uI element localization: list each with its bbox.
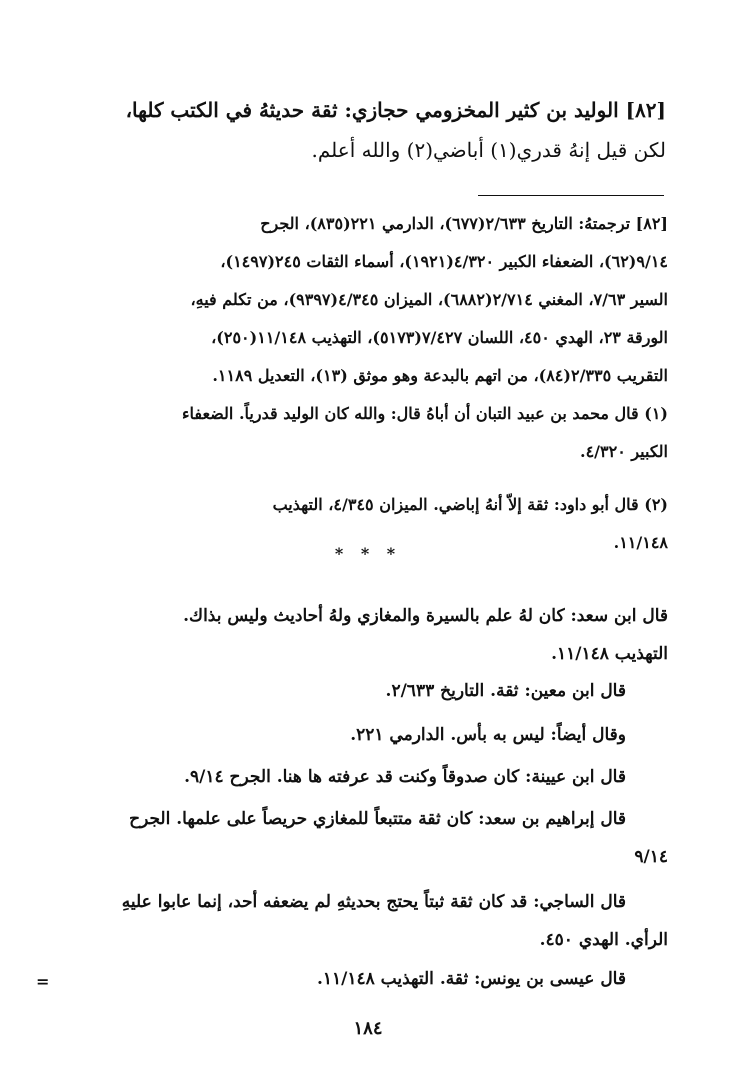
references-block [68, 205, 668, 395]
paragraph-line: الرأي. الهدي ٤٥٠. [539, 930, 668, 950]
paragraph-ibrahim-ibn-saad [68, 800, 668, 876]
reference-line: [٨٢] ترجمتهُ: التاريخ ٢/٦٣٣(٦٧٧)، الدارمي ٢٢١(٨٣٥)، الجرح [260, 214, 668, 233]
page-number: ١٨٤ [353, 1018, 383, 1039]
footnote-1 [68, 395, 668, 471]
paragraph-isa-ibn-yunus [68, 960, 668, 998]
paragraph-line: ٩/١٤ [634, 847, 668, 867]
footnote-line: ١١/١٤٨. [613, 533, 668, 552]
paragraph-line: قال إبراهيم بن سعد: كان ثقة متتبعاً للمغازي حريصاً على علمها. الجرح [129, 809, 626, 829]
paragraph-line: قال ابن معين: ثقة. التاريخ ٢/٦٣٣. [385, 681, 626, 701]
paragraph-ibn-maeen [68, 672, 668, 710]
entry-heading [70, 90, 666, 170]
continuation-mark: = [36, 972, 50, 991]
paragraph-ibn-saad [68, 597, 668, 673]
paragraph-line: التهذيب ١١/١٤٨. [551, 644, 668, 664]
footnote-divider [478, 195, 664, 196]
entry-line-2: لكن قيل إنهُ قدري(١) أباضي(٢) والله أعلم. [311, 138, 666, 162]
reference-line: ٩/١٤(٦٢)، الضعفاء الكبير ٤/٣٢٠(١٩٢١)، أسماء الثقات ٢٤٥(١٤٩٧)، [220, 252, 668, 271]
footnote-line: الكبير ٤/٣٢٠. [579, 442, 668, 461]
paragraph-also [68, 716, 668, 754]
entry-line-1: [٨٢] الوليد بن كثير المخزومي حجازي: ثقة حديثهُ في الكتب كلها، [125, 98, 666, 122]
paragraph-ibn-uyaynah [68, 758, 668, 796]
paragraph-line: قال عيسى بن يونس: ثقة. التهذيب ١١/١٤٨. [316, 969, 626, 989]
reference-line: السير ٧/٦٣، المغني ٢/٧١٤(٦٨٨٢)، الميزان ٤/٣٤٥(٩٣٩٧)، من تكلم فيهِ، [190, 290, 668, 309]
reference-line: الورقة ٢٣، الهدي ٤٥٠، اللسان ٧/٤٢٧(٥١٧٣)، التهذيب ١١/١٤٨(٢٥٠)، [211, 328, 668, 347]
reference-line: التقريب ٢/٣٣٥(٨٤)، من اتهم بالبدعة وهو موثق (١٣)، التعديل ١١٨٩. [212, 366, 668, 385]
paragraph-line: قال ابن عيينة: كان صدوقاً وكنت قد عرفته ها هنا. الجرح ٩/١٤. [184, 767, 626, 787]
paragraph-line: قال ابن سعد: كان لهُ علم بالسيرة والمغازي ولهُ أحاديث وليس بذاك. [183, 606, 668, 626]
footnote-line: (١) قال محمد بن عبيد التبان أن أباهُ قال: والله كان الوليد قدرياً. الضعفاء [181, 404, 668, 423]
footnote-line: (٢) قال أبو داود: ثقة إلاّ أنهُ إباضي. الميزان ٤/٣٤٥، التهذيب [272, 495, 668, 514]
section-separator: * * * [334, 544, 402, 563]
paragraph-al-saji [68, 883, 668, 959]
paragraph-line: وقال أيضاً: ليس به بأس. الدارمي ٢٢١. [350, 725, 626, 745]
paragraph-line: قال الساجي: قد كان ثقة ثبتاً يحتج بحديثهِ لم يضعفه أحد، إنما عابوا عليهِ [121, 892, 626, 912]
